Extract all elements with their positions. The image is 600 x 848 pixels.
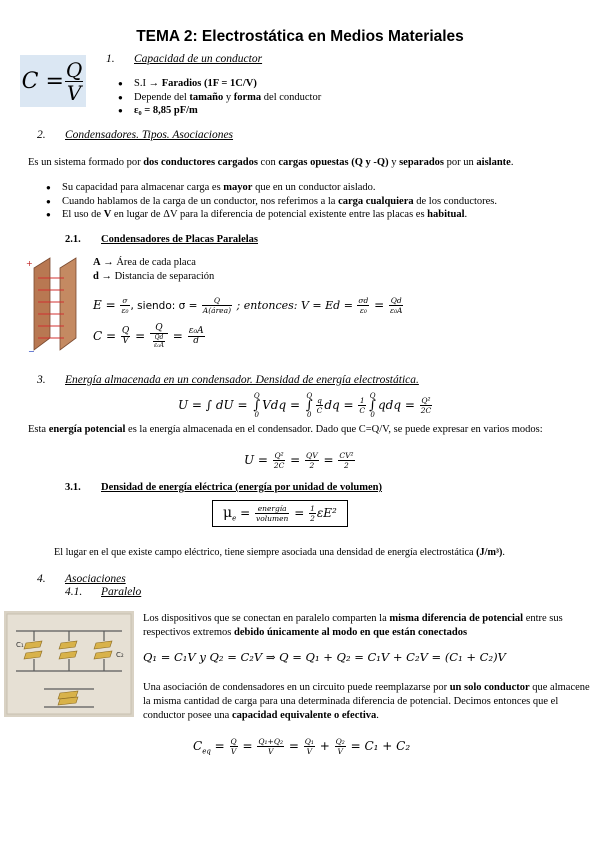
bullet-depends: ● Depende del tamaño y forma del conductor: [112, 91, 582, 105]
definition-A: A → Área de cada placa: [93, 257, 196, 268]
section-2-number: 2.: [37, 129, 46, 141]
section-4-title: Asociaciones: [65, 573, 126, 585]
section-3-heading: [37, 374, 419, 386]
parallel-circuit-photo: [4, 611, 134, 717]
section-4-heading: [37, 573, 126, 585]
subsection-2-1-title: Condensadores de Placas Paralelas: [101, 234, 259, 245]
equation-capacitance-plates: C = $\frac{Q}{V}$ = Q Qd ε₀A = $\frac{\text{ε₀A}}{d}$: [93, 323, 204, 349]
subsection-2-1-number: 2.1.: [65, 234, 81, 245]
subsection-3-1-number: 3.1.: [65, 482, 81, 493]
definition-d: d → Distancia de separación: [93, 271, 215, 282]
formula-numerator: Q: [65, 57, 83, 82]
subsection-3-1-title: Densidad de energía eléctrica (energía por unidad de volumen): [101, 482, 382, 493]
page-title: TEMA 2: Electrostática en Medios Materiales: [136, 28, 464, 45]
section-3-title: Energía almacenada en un condensador. Densidad de energía electrostática.: [65, 374, 419, 386]
section-2-title: Condensadores. Tipos. Asociaciones: [65, 129, 234, 141]
section-3-number: 3.: [37, 374, 46, 386]
equation-equivalent-capacitance: $C_{eq}$ = $\frac{Q}{V}$ = $\frac{\text{Q₁+Q₂}}{V}$ = $\frac{\text{Q₁}}{V}$ + $\frac{\text{Q₂}}{V}$ = C₁ + C₂: [193, 737, 411, 756]
parallel-paragraph-1: Los dispositivos que se conectan en paralelo comparten la misma diferencia de potencial entre sus respectivos extremos debido únicamente al modo en que están conectados: [143, 613, 563, 638]
section-4-number: 4.: [37, 573, 46, 585]
section-2-bullets: [40, 181, 590, 222]
subsection-4-1-title: Paralelo: [101, 586, 142, 598]
minus-label: −: [28, 347, 35, 356]
photo-label-c2: C₂: [116, 651, 124, 659]
parallel-paragraph-2: Una asociación de condensadores en un circuito puede reemplazarse por un solo conductor que almacene la misma cantidad de carga para una determinada diferencia de potencial. Decimos entonces que el conductor posee una capacidad equivalente o efectiva.: [143, 682, 590, 721]
bullet-charge: ● Cuando hablamos de la carga de un conductor, nos referimos a la carga cualquiera de los conductores.: [40, 195, 590, 209]
equation-energy-integral: U = ∫ dU = Q ∫ 0 Vdq = Q ∫ 0 $\frac{q}{C}$ dq = $\frac{1}{C}$ Q ∫ 0 qdq = $\frac{\text{Q²}}{2C}$: [178, 392, 432, 419]
plate-left: [34, 258, 50, 350]
equation-field-voltage: E = $\frac{\sigma}{\text{ε₀}}$ , siendo: σ = $\frac{Q}{\text{A(área)}}$ ; entonces: V = Ed = $\frac{\sigma d}{\text{ε₀}}$ = $\frac{Qd}{\text{ε₀A}}$: [93, 296, 403, 315]
energy-density-paragraph: El lugar en el que existe campo eléctrico, tiene siempre asociada una densidad de energía electrostática (J/m³).: [54, 547, 505, 558]
energy-density-box: $\mu_e$ = $\frac{\text{energía}}{\text{volumen}}$ = $\frac{1}{2}$ εE²: [212, 500, 348, 527]
bullet-voltage: ● El uso de V en lugar de ΔV para la diferencia de potencial existente entre las placas es habitual.: [40, 208, 590, 222]
plus-label: +: [26, 259, 33, 268]
equation-energy-forms: U = $\frac{\text{Q²}}{2C}$ = $\frac{QV}{2}$ = $\frac{\text{CV²}}{2}$: [244, 451, 354, 470]
section-1-number: 1.: [106, 53, 115, 65]
formula-denominator: V: [66, 80, 82, 105]
subsection-3-1-heading: [65, 482, 382, 493]
subsection-4-1-heading: [65, 586, 141, 598]
section-2-heading: [37, 129, 233, 141]
bullet-capacity: ● Su capacidad para almacenar carga es mayor que en un conductor aislado.: [40, 181, 590, 195]
bullet-epsilon0: ● ε₀ = 8,85 pF/m: [112, 104, 582, 118]
bullet-si-unit: ● S.I → Faradios (1F = 1C/V): [112, 77, 582, 91]
section-3-paragraph: Esta energía potencial es la energía almacenada en el condensador. Dado que C=Q/V, se puede expresar en varios modos:: [28, 424, 543, 435]
formula-lhs: C =: [21, 68, 64, 94]
subsection-2-1-heading: [65, 234, 258, 245]
equation-parallel-charge: Q₁ = C₁V y Q₂ = C₂V ⇒ Q = Q₁ + Q₂ = C₁V + C₂V = (C₁ + C₂)V: [143, 650, 506, 664]
section-1-heading: [106, 53, 262, 65]
subsection-4-1-number: 4.1.: [65, 586, 83, 598]
section-2-intro: Es un sistema formado por dos conductores cargados con cargas opuestas (Q y -Q) y separados por un aislante.: [28, 157, 514, 168]
parallel-plates-diagram: [20, 256, 84, 356]
plate-right: [60, 258, 76, 350]
section-1-bullets: [112, 77, 582, 118]
section-1-title: Capacidad de un conductor: [134, 53, 263, 65]
capacity-formula-box: [20, 55, 86, 107]
photo-label-c1: C₁: [16, 641, 24, 649]
